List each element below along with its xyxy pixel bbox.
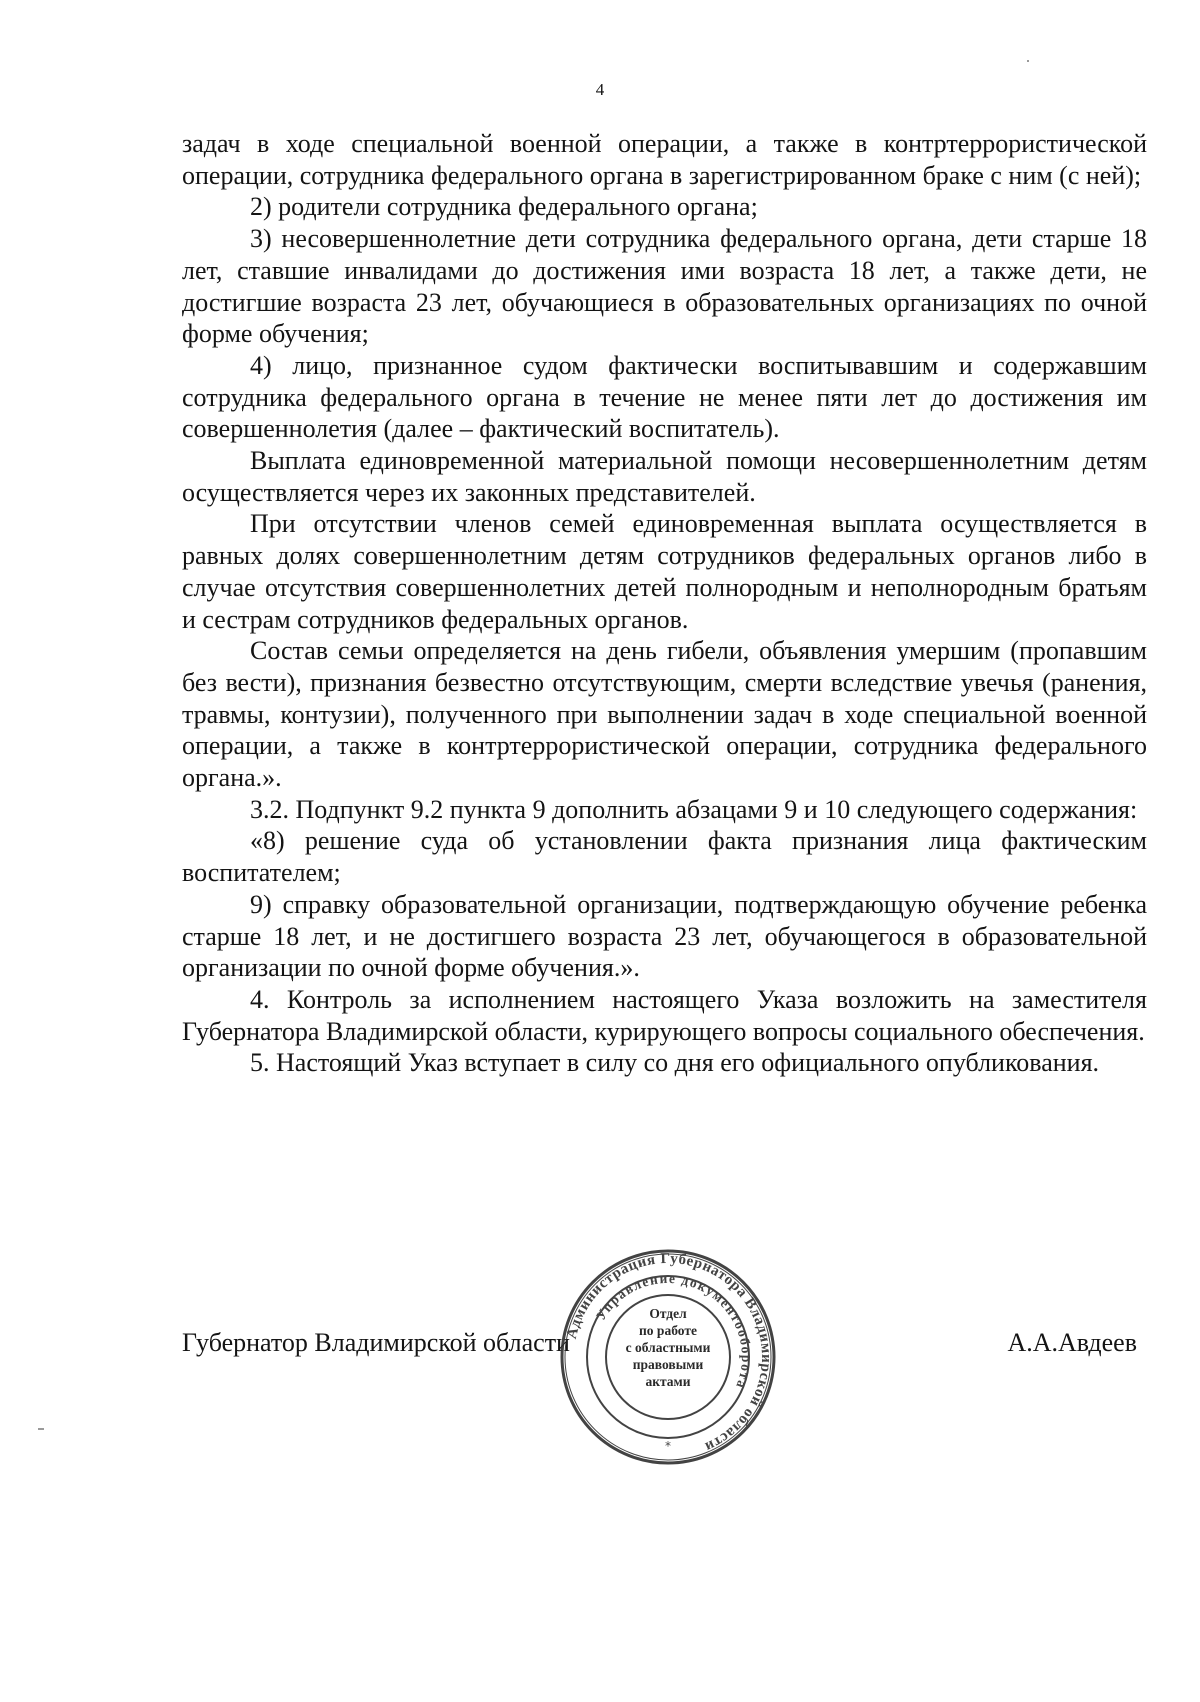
document-body (182, 128, 1147, 1079)
paragraph: задач в ходе специальной военной операции, а также в контртеррористической операции, сотрудника федерального органа в зарегистрированном браке с ним (с ней); (182, 129, 1147, 190)
paragraph: «8) решение суда об установлении факта признания лица фактическим воспитателем; (182, 826, 1147, 888)
paragraph: 5. Настоящий Указ вступает в силу со дня его официального опубликования. (250, 1048, 1100, 1078)
paragraph: 9) справку образовательной организации, подтверждающую обучение ребенка старше 18 лет, и не достигшего возраста 23 лет, обучающегося в образовательной организации по очной форме обучения.». (182, 889, 1147, 983)
seal-center-line: с областными (625, 1340, 711, 1355)
seal-outer-text: Администрация Губернатора Владимирской области (563, 1250, 775, 1455)
paragraph: 3) несовершеннолетние дети сотрудника федерального органа, дети старше 18 лет, ставшие инвалидами до достижения ими возраста 18 лет, а также дети, не достигшие возраста 23 лет, обучающиеся в образовательных организациях по очной форме обучения; (182, 224, 1147, 349)
seal-center-line: по работе (639, 1323, 697, 1338)
paragraph: 4) лицо, признанное судом фактически воспитывавшим и содержавшим сотрудника федерального органа в течение не менее пяти лет до достижения им совершеннолетия (далее – фактический воспитатель). (182, 350, 1147, 444)
paragraph: 2) родители сотрудника федерального органа; (250, 192, 758, 222)
paragraph: При отсутствии членов семей единовременная выплата осуществляется в равных долях совершеннолетним детям сотрудников федеральных органов либо в случае отсутствия совершеннолетних детей полнородным и неполнородным братьям и сестрам сотрудников федеральных органов. (182, 509, 1147, 634)
seal-star-icon: * (665, 1439, 671, 1453)
scan-speck (38, 1428, 44, 1430)
seal-center-text (616, 1305, 720, 1390)
signatory-name: А.А.Авдеев (1007, 1328, 1137, 1357)
paragraph: Выплата единовременной материальной помощи несовершеннолетним детям осуществляется через их законных представителей. (182, 446, 1147, 507)
paragraph: Состав семьи определяется на день гибели, объявления умершим (пропавшим без вести), признания безвестно отсутствующим, смерти вследствие увечья (ранения, травмы, контузии), полученного при выполнении задач в ходе специальной военной операции, а также в контртеррористической операции, сотрудника федерального органа.». (182, 636, 1147, 793)
signatory-position: Губернатор Владимирской области (182, 1328, 570, 1357)
scan-speck (1027, 60, 1029, 62)
seal-center-line: правовыми (632, 1357, 704, 1372)
paragraph: 4. Контроль за исполнением настоящего Указа возложить на заместителя Губернатора Владимирской области, курирующего вопросы социального обеспечения. (182, 984, 1147, 1046)
seal-center-line: Отдел (649, 1306, 687, 1321)
page-number: 4 (595, 80, 605, 99)
paragraph: 3.2. Подпункт 9.2 пункта 9 дополнить абзацами 9 и 10 следующего содержания: (250, 794, 1138, 824)
seal-center-line: актами (645, 1374, 691, 1389)
seal-inner-text: Управление документооборота (592, 1270, 755, 1392)
